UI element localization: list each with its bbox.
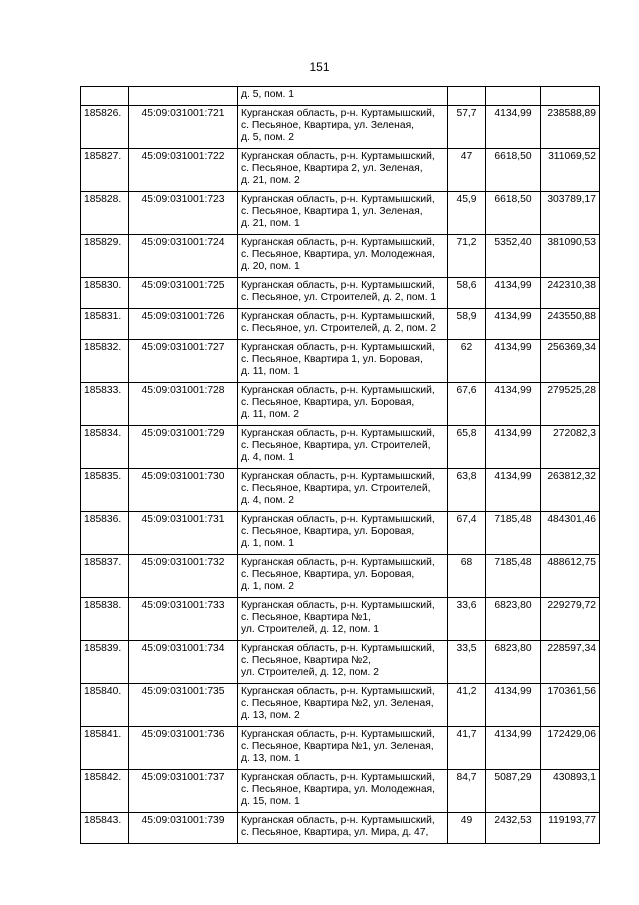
area-cell: 67,4 — [448, 512, 486, 555]
row-number-cell: 185836. — [81, 512, 129, 555]
table-row — [81, 426, 600, 469]
row-number-cell: 185842. — [81, 770, 129, 813]
cadastral-number-cell: 45:09:031001:730 — [129, 469, 238, 512]
cadastral-number-cell: 45:09:031001:721 — [129, 106, 238, 149]
cadastral-number-cell: 45:09:031001:732 — [129, 555, 238, 598]
area-cell: 41,7 — [448, 727, 486, 770]
table-row — [81, 309, 600, 340]
table-row — [81, 383, 600, 426]
row-number-cell: 185840. — [81, 684, 129, 727]
cadastral-value-cell: 488612,75 — [541, 555, 600, 598]
table-row — [81, 278, 600, 309]
rate-cell: 4134,99 — [486, 727, 541, 770]
address-cell: Курганская область, р-н. Куртамышский, с. Песьяное, Квартира, ул. Боровая, д. 1, пом. 1 — [238, 512, 448, 555]
address-cell: Курганская область, р-н. Куртамышский, с. Песьяное, Квартира, ул. Боровая, д. 11, пом. 2 — [238, 383, 448, 426]
address-cell: Курганская область, р-н. Куртамышский, с. Песьяное, Квартира 1, ул. Боровая, д. 11, пом. 1 — [238, 340, 448, 383]
cadastral-number-cell: 45:09:031001:731 — [129, 512, 238, 555]
rate-cell: 6823,80 — [486, 598, 541, 641]
address-cell: Курганская область, р-н. Куртамышский, с. Песьяное, Квартира №1, ул. Зеленая, д. 13, пом. 1 — [238, 727, 448, 770]
table-row — [81, 469, 600, 512]
rate-cell: 6618,50 — [486, 149, 541, 192]
cadastral-number-cell — [129, 87, 238, 106]
cadastral-value-cell: 272082,3 — [541, 426, 600, 469]
table-row — [81, 235, 600, 278]
cadastral-value-cell: 172429,06 — [541, 727, 600, 770]
row-number-cell: 185829. — [81, 235, 129, 278]
table-row — [81, 684, 600, 727]
cadastral-value-cell — [541, 87, 600, 106]
area-cell: 49 — [448, 813, 486, 844]
rate-cell: 4134,99 — [486, 106, 541, 149]
address-cell: Курганская область, р-н. Куртамышский, с. Песьяное, Квартира, ул. Зеленая, д. 5, пом. 2 — [238, 106, 448, 149]
cadastral-value-cell: 229279,72 — [541, 598, 600, 641]
cadastral-number-cell: 45:09:031001:722 — [129, 149, 238, 192]
registry-table-body — [81, 87, 600, 844]
cadastral-number-cell: 45:09:031001:736 — [129, 727, 238, 770]
row-number-cell: 185843. — [81, 813, 129, 844]
address-cell: Курганская область, р-н. Куртамышский, с. Песьяное, Квартира, ул. Боровая, д. 1, пом. 2 — [238, 555, 448, 598]
row-number-cell: 185831. — [81, 309, 129, 340]
cadastral-value-cell: 238588,89 — [541, 106, 600, 149]
cadastral-number-cell: 45:09:031001:733 — [129, 598, 238, 641]
table-row — [81, 512, 600, 555]
address-cell: Курганская область, р-н. Куртамышский, с. Песьяное, Квартира 2, ул. Зеленая, д. 21, пом. 2 — [238, 149, 448, 192]
table-row — [81, 192, 600, 235]
row-number-cell: 185826. — [81, 106, 129, 149]
area-cell: 33,6 — [448, 598, 486, 641]
area-cell: 63,8 — [448, 469, 486, 512]
area-cell: 58,6 — [448, 278, 486, 309]
area-cell — [448, 87, 486, 106]
address-cell: Курганская область, р-н. Куртамышский, с. Песьяное, Квартира №1, ул. Строителей, д. 12, пом. 1 — [238, 598, 448, 641]
row-number-cell — [81, 87, 129, 106]
table-row — [81, 770, 600, 813]
row-number-cell: 185827. — [81, 149, 129, 192]
cadastral-value-cell: 484301,46 — [541, 512, 600, 555]
rate-cell — [486, 87, 541, 106]
cadastral-value-cell: 119193,77 — [541, 813, 600, 844]
continuation-row — [81, 87, 600, 106]
row-number-cell: 185841. — [81, 727, 129, 770]
cadastral-value-cell: 256369,34 — [541, 340, 600, 383]
address-cell: Курганская область, р-н. Куртамышский, с. Песьяное, Квартира №2, ул. Строителей, д. 12, пом. 2 — [238, 641, 448, 684]
address-cell: Курганская область, р-н. Куртамышский, с. Песьяное, Квартира, ул. Мира, д. 47, — [238, 813, 448, 844]
cadastral-number-cell: 45:09:031001:734 — [129, 641, 238, 684]
table-row — [81, 340, 600, 383]
area-cell: 45,9 — [448, 192, 486, 235]
rate-cell: 5352,40 — [486, 235, 541, 278]
table-row — [81, 149, 600, 192]
cadastral-number-cell: 45:09:031001:723 — [129, 192, 238, 235]
cadastral-value-cell: 242310,38 — [541, 278, 600, 309]
rate-cell: 6823,80 — [486, 641, 541, 684]
cadastral-value-cell: 228597,34 — [541, 641, 600, 684]
cadastral-value-cell: 381090,53 — [541, 235, 600, 278]
rate-cell: 2432,53 — [486, 813, 541, 844]
area-cell: 41,2 — [448, 684, 486, 727]
cadastral-value-cell: 303789,17 — [541, 192, 600, 235]
area-cell: 84,7 — [448, 770, 486, 813]
cadastral-number-cell: 45:09:031001:739 — [129, 813, 238, 844]
address-cell: Курганская область, р-н. Куртамышский, с. Песьяное, Квартира, ул. Строителей, д. 4, пом. 1 — [238, 426, 448, 469]
row-number-cell: 185838. — [81, 598, 129, 641]
row-number-cell: 185839. — [81, 641, 129, 684]
row-number-cell: 185830. — [81, 278, 129, 309]
address-cell: Курганская область, р-н. Куртамышский, с. Песьяное, ул. Строителей, д. 2, пом. 2 — [238, 309, 448, 340]
cadastral-number-cell: 45:09:031001:728 — [129, 383, 238, 426]
table-row — [81, 727, 600, 770]
row-number-cell: 185835. — [81, 469, 129, 512]
cadastral-value-cell: 311069,52 — [541, 149, 600, 192]
cadastral-number-cell: 45:09:031001:724 — [129, 235, 238, 278]
rate-cell: 4134,99 — [486, 684, 541, 727]
cadastral-value-cell: 263812,32 — [541, 469, 600, 512]
cadastral-number-cell: 45:09:031001:727 — [129, 340, 238, 383]
row-number-cell: 185832. — [81, 340, 129, 383]
area-cell: 68 — [448, 555, 486, 598]
rate-cell: 4134,99 — [486, 340, 541, 383]
address-cell: Курганская область, р-н. Куртамышский, с. Песьяное, ул. Строителей, д. 2, пом. 1 — [238, 278, 448, 309]
registry-table — [80, 86, 600, 844]
cadastral-value-cell: 170361,56 — [541, 684, 600, 727]
rate-cell: 4134,99 — [486, 383, 541, 426]
table-row — [81, 106, 600, 149]
cadastral-value-cell: 243550,88 — [541, 309, 600, 340]
cadastral-number-cell: 45:09:031001:735 — [129, 684, 238, 727]
address-cell: Курганская область, р-н. Куртамышский, с. Песьяное, Квартира, ул. Молодежная, д. 20, пом. 1 — [238, 235, 448, 278]
page-number: 151 — [309, 60, 330, 74]
rate-cell: 4134,99 — [486, 309, 541, 340]
row-number-cell: 185828. — [81, 192, 129, 235]
rate-cell: 7185,48 — [486, 555, 541, 598]
address-cell: Курганская область, р-н. Куртамышский, с. Песьяное, Квартира №2, ул. Зеленая, д. 13, пом. 2 — [238, 684, 448, 727]
cadastral-number-cell: 45:09:031001:737 — [129, 770, 238, 813]
rate-cell: 7185,48 — [486, 512, 541, 555]
row-number-cell: 185837. — [81, 555, 129, 598]
row-number-cell: 185833. — [81, 383, 129, 426]
rate-cell: 6618,50 — [486, 192, 541, 235]
area-cell: 71,2 — [448, 235, 486, 278]
area-cell: 47 — [448, 149, 486, 192]
area-cell: 33,5 — [448, 641, 486, 684]
table-row — [81, 598, 600, 641]
rate-cell: 4134,99 — [486, 469, 541, 512]
row-number-cell: 185834. — [81, 426, 129, 469]
table-row — [81, 555, 600, 598]
table-row — [81, 813, 600, 844]
address-cell: Курганская область, р-н. Куртамышский, с. Песьяное, Квартира, ул. Молодежная, д. 15, пом. 1 — [238, 770, 448, 813]
rate-cell: 4134,99 — [486, 278, 541, 309]
table-row — [81, 641, 600, 684]
address-cell: Курганская область, р-н. Куртамышский, с. Песьяное, Квартира 1, ул. Зеленая, д. 21, пом. 1 — [238, 192, 448, 235]
address-cell: Курганская область, р-н. Куртамышский, с. Песьяное, Квартира, ул. Строителей, д. 4, пом. 2 — [238, 469, 448, 512]
rate-cell: 5087,29 — [486, 770, 541, 813]
address-cell: д. 5, пом. 1 — [238, 87, 448, 106]
area-cell: 62 — [448, 340, 486, 383]
rate-cell: 4134,99 — [486, 426, 541, 469]
area-cell: 67,6 — [448, 383, 486, 426]
cadastral-value-cell: 279525,28 — [541, 383, 600, 426]
cadastral-number-cell: 45:09:031001:725 — [129, 278, 238, 309]
cadastral-number-cell: 45:09:031001:726 — [129, 309, 238, 340]
area-cell: 57,7 — [448, 106, 486, 149]
cadastral-value-cell: 430893,1 — [541, 770, 600, 813]
area-cell: 58,9 — [448, 309, 486, 340]
area-cell: 65,8 — [448, 426, 486, 469]
cadastral-number-cell: 45:09:031001:729 — [129, 426, 238, 469]
